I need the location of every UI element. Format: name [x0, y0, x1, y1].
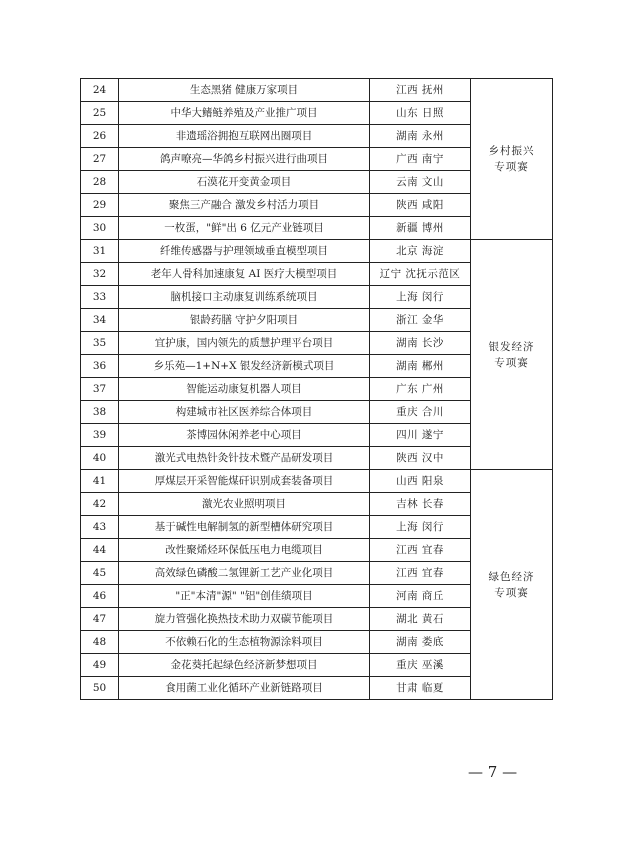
project-name: 一枚蛋，"鲜"出 6 亿元产业链项目 [119, 217, 370, 240]
project-region: 上海 闵行 [370, 516, 471, 539]
project-region: 重庆 巫溪 [370, 654, 471, 677]
row-number: 24 [81, 79, 119, 102]
row-number: 45 [81, 562, 119, 585]
row-number: 28 [81, 171, 119, 194]
project-table [80, 78, 553, 700]
project-region: 湖南 长沙 [370, 332, 471, 355]
project-region: 云南 文山 [370, 171, 471, 194]
project-name: 旋力管强化换热技术助力双碳节能项目 [119, 608, 370, 631]
category-silver [471, 240, 553, 470]
row-number: 34 [81, 309, 119, 332]
project-name: 鸽声嘹亮—华鸽乡村振兴进行曲项目 [119, 148, 370, 171]
row-number: 41 [81, 470, 119, 493]
category-label: 绿色经济专项赛 [488, 570, 535, 599]
table-row [81, 470, 553, 493]
project-region: 江西 宜春 [370, 562, 471, 585]
project-name: 石漠花开变黄金项目 [119, 171, 370, 194]
project-name: 乡乐苑—1+N+X 银发经济新模式项目 [119, 355, 370, 378]
project-name: 聚焦三产融合 激发乡村活力项目 [119, 194, 370, 217]
row-number: 39 [81, 424, 119, 447]
project-name: 中华大鳍鲢养殖及产业推广项目 [119, 102, 370, 125]
project-name: "正"本清"源" "铝"创佳绩项目 [119, 585, 370, 608]
project-name: 老年人骨科加速康复 AI 医疗大模型项目 [119, 263, 370, 286]
row-number: 40 [81, 447, 119, 470]
table-row [81, 79, 553, 102]
row-number: 32 [81, 263, 119, 286]
project-name: 构建城市社区医养综合体项目 [119, 401, 370, 424]
project-region: 四川 遂宁 [370, 424, 471, 447]
row-number: 38 [81, 401, 119, 424]
project-region: 北京 海淀 [370, 240, 471, 263]
table-row [81, 240, 553, 263]
project-region: 陕西 汉中 [370, 447, 471, 470]
row-number: 31 [81, 240, 119, 263]
project-region: 上海 闵行 [370, 286, 471, 309]
project-region: 吉林 长春 [370, 493, 471, 516]
category-green [471, 470, 553, 700]
row-number: 25 [81, 102, 119, 125]
project-name: 纤维传感器与护理领域垂直模型项目 [119, 240, 370, 263]
row-number: 37 [81, 378, 119, 401]
category-rural [471, 79, 553, 240]
project-name: 食用菌工业化循环产业新链路项目 [119, 677, 370, 700]
project-region: 江西 宜春 [370, 539, 471, 562]
project-region: 重庆 合川 [370, 401, 471, 424]
project-name: 非遗瑶浴拥抱互联网出圈项目 [119, 125, 370, 148]
project-region: 江西 抚州 [370, 79, 471, 102]
row-number: 27 [81, 148, 119, 171]
row-number: 46 [81, 585, 119, 608]
project-region: 河南 商丘 [370, 585, 471, 608]
project-region: 广东 广州 [370, 378, 471, 401]
project-region: 甘肃 临夏 [370, 677, 471, 700]
row-number: 44 [81, 539, 119, 562]
project-region: 辽宁 沈抚示范区 [370, 263, 471, 286]
row-number: 30 [81, 217, 119, 240]
project-name: 基于碱性电解制氢的新型槽体研究项目 [119, 516, 370, 539]
project-region: 山东 日照 [370, 102, 471, 125]
project-name: 宜护康，国内领先的质慧护理平台项目 [119, 332, 370, 355]
project-region: 陕西 咸阳 [370, 194, 471, 217]
row-number: 49 [81, 654, 119, 677]
project-region: 湖南 郴州 [370, 355, 471, 378]
row-number: 42 [81, 493, 119, 516]
project-name: 改性聚烯烃环保低压电力电缆项目 [119, 539, 370, 562]
project-name: 激光农业照明项目 [119, 493, 370, 516]
row-number: 33 [81, 286, 119, 309]
project-name: 激光式电热针灸针技术暨产品研发项目 [119, 447, 370, 470]
project-region: 湖南 永州 [370, 125, 471, 148]
project-name: 茶博园休闲养老中心项目 [119, 424, 370, 447]
row-number: 48 [81, 631, 119, 654]
row-number: 47 [81, 608, 119, 631]
project-name: 智能运动康复机器人项目 [119, 378, 370, 401]
row-number: 29 [81, 194, 119, 217]
project-name: 脑机接口主动康复训练系统项目 [119, 286, 370, 309]
project-region: 湖南 娄底 [370, 631, 471, 654]
project-name: 银龄药膳 守护夕阳项目 [119, 309, 370, 332]
project-name: 高效绿色磷酸二氢锂新工艺产业化项目 [119, 562, 370, 585]
category-label: 银发经济专项赛 [488, 340, 535, 369]
project-region: 广西 南宁 [370, 148, 471, 171]
project-region: 湖北 黄石 [370, 608, 471, 631]
page-number: — 7 — [468, 763, 518, 781]
project-name: 厚煤层开采智能煤矸识别成套装备项目 [119, 470, 370, 493]
project-region: 新疆 博州 [370, 217, 471, 240]
category-label: 乡村振兴专项赛 [488, 145, 535, 173]
row-number: 50 [81, 677, 119, 700]
project-region: 山西 阳泉 [370, 470, 471, 493]
row-number: 35 [81, 332, 119, 355]
row-number: 26 [81, 125, 119, 148]
project-name: 金花葵托起绿色经济新梦想项目 [119, 654, 370, 677]
row-number: 36 [81, 355, 119, 378]
project-name: 生态黑猪 健康万家项目 [119, 79, 370, 102]
project-name: 不依赖石化的生态植物源涂料项目 [119, 631, 370, 654]
row-number: 43 [81, 516, 119, 539]
project-region: 浙江 金华 [370, 309, 471, 332]
